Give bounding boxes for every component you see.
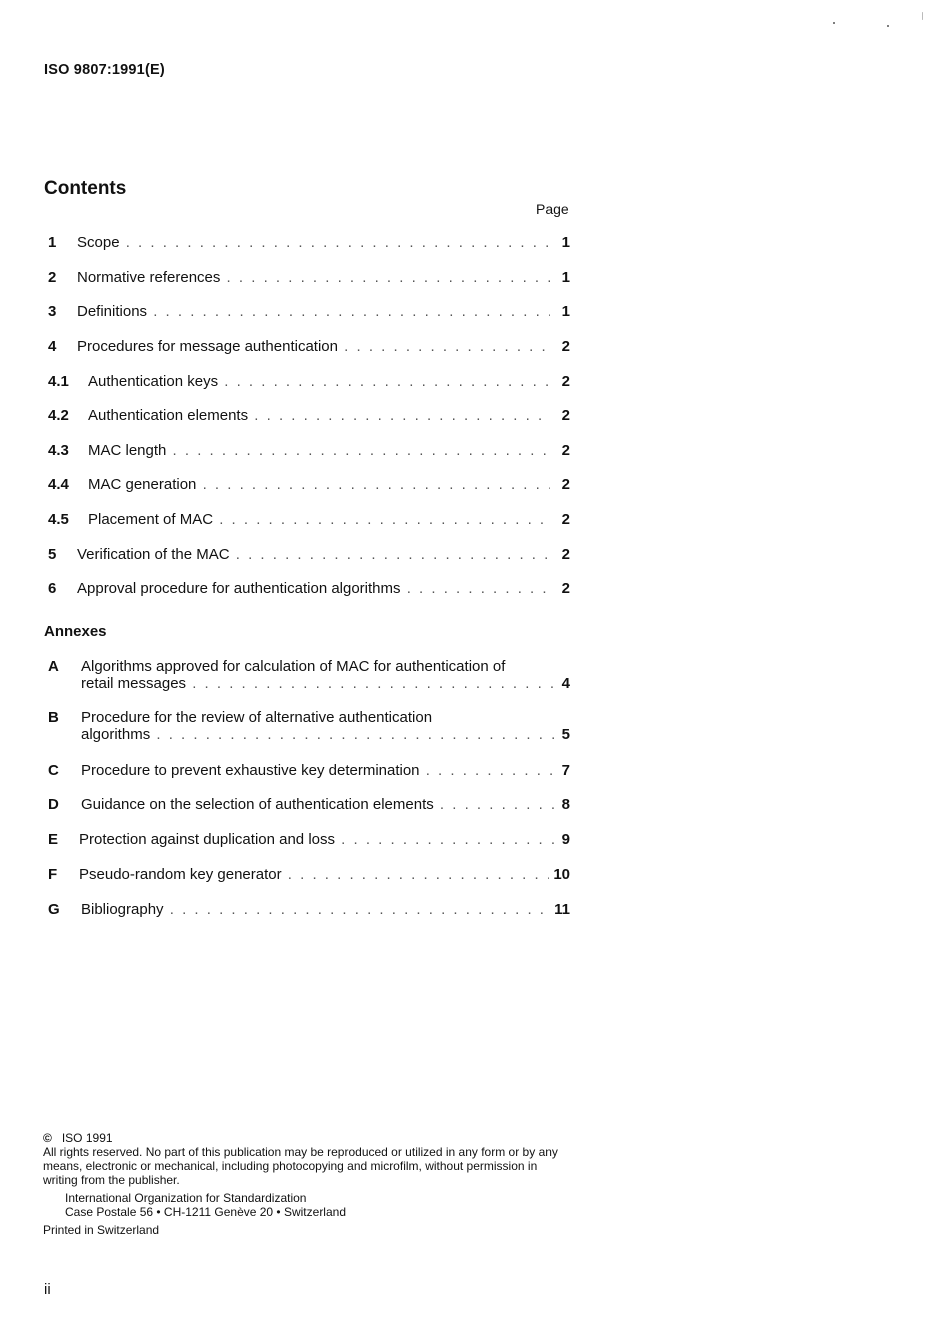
annex-title-line2: retail messages . . .: [81, 675, 558, 692]
annex-title-line1: Procedure for the review of alternative authentication: [81, 709, 433, 726]
annex-letter: C: [48, 762, 59, 779]
toc-item-number: 2: [48, 269, 57, 286]
toc-item-number: 4.3: [48, 442, 69, 459]
page-column-label: Page: [536, 201, 569, 217]
toc-item-procedures[interactable]: [44, 338, 570, 355]
annex-title: Procedure to prevent exhaustive key determination . . .: [81, 762, 558, 779]
toc-item-title: Scope . . .: [77, 234, 550, 251]
rights-statement: All rights reserved. No part of this publication may be reproduced or utilized in any form or by any means, electronic or mechanical, including photocopying and microfilm, without permission in writing from the publisher.: [43, 1145, 558, 1187]
toc-item-definitions[interactable]: [44, 303, 570, 320]
toc-item-authentication-keys[interactable]: [44, 373, 570, 390]
annex-page: 7: [561, 762, 570, 779]
toc-item-verification[interactable]: [44, 546, 570, 563]
document-id: ISO 9807:1991(E): [44, 62, 165, 78]
scan-speck: [922, 12, 923, 20]
annex-title: Guidance on the selection of authentication elements . . .: [81, 796, 558, 813]
annex-item-f[interactable]: [44, 866, 570, 883]
annex-item-b[interactable]: [44, 709, 570, 743]
page-number: ii: [44, 1281, 51, 1298]
toc-item-page: 1: [561, 269, 570, 286]
annex-page: 11: [554, 901, 570, 918]
toc-item-approval-procedure[interactable]: [44, 580, 570, 597]
annex-title: Bibliography . . .: [81, 901, 551, 918]
toc-item-authentication-elements[interactable]: [44, 407, 570, 424]
annex-item-c[interactable]: [44, 762, 570, 779]
annex-letter: F: [48, 866, 58, 883]
annex-page: 10: [553, 866, 570, 883]
contents-heading: Contents: [44, 178, 127, 199]
annexes-heading: Annexes: [44, 623, 107, 640]
copyright-year: ISO 1991: [61, 1131, 113, 1145]
toc-item-mac-length[interactable]: [44, 442, 570, 459]
toc-item-title: Authentication keys . . .: [88, 373, 550, 390]
annex-item-a[interactable]: [44, 658, 570, 692]
copyright-notice: [43, 1131, 573, 1145]
toc-item-page: 2: [561, 476, 570, 493]
toc-item-page: 2: [561, 580, 570, 597]
toc-item-page: 1: [561, 234, 570, 251]
annex-page: 9: [561, 831, 570, 848]
toc-item-number: 5: [48, 546, 57, 563]
toc-item-title: Procedures for message authentication . . .: [77, 338, 550, 355]
annex-letter: E: [48, 831, 59, 848]
organization-address: Case Postale 56 • CH-1211 Genève 20 • Switzerland: [65, 1205, 346, 1219]
toc-item-number: 4.1: [48, 373, 69, 390]
copyright-symbol: ©: [43, 1131, 52, 1145]
annex-item-g[interactable]: [44, 901, 570, 918]
toc-item-scope[interactable]: [44, 234, 570, 251]
toc-item-number: 3: [48, 303, 57, 320]
annex-title: Pseudo-random key generator . . .: [79, 866, 549, 883]
printed-in: Printed in Switzerland: [43, 1223, 160, 1237]
annex-title-line2: algorithms . . .: [81, 726, 558, 743]
toc-item-number: 1: [48, 234, 57, 251]
toc-item-page: 2: [561, 338, 570, 355]
toc-item-number: 4.5: [48, 511, 69, 528]
annex-title-line1: Algorithms approved for calculation of MAC for authentication of: [81, 658, 506, 675]
toc-item-page: 2: [561, 407, 570, 424]
toc-item-number: 6: [48, 580, 57, 597]
toc-item-number: 4.2: [48, 407, 69, 424]
toc-item-title: Definitions . . .: [77, 303, 550, 320]
organization-name: International Organization for Standardization: [65, 1191, 307, 1205]
toc-item-placement-of-mac[interactable]: [44, 511, 570, 528]
annex-item-d[interactable]: [44, 796, 570, 813]
toc-item-title: Verification of the MAC . . .: [77, 546, 550, 563]
toc-item-page: 2: [561, 546, 570, 563]
toc-item-normative-references[interactable]: [44, 269, 570, 286]
toc-item-title: MAC length . . .: [88, 442, 550, 459]
annex-title: Protection against duplication and loss . . .: [79, 831, 556, 848]
toc-item-page: 2: [561, 442, 570, 459]
toc-item-page: 2: [561, 511, 570, 528]
scan-speck: [887, 25, 889, 27]
toc-item-title: Placement of MAC . . .: [88, 511, 550, 528]
toc-item-mac-generation[interactable]: [44, 476, 570, 493]
copyright-block: [43, 1131, 573, 1237]
annex-letter: G: [48, 901, 60, 918]
toc-item-title: Normative references . . .: [77, 269, 550, 286]
annex-page: 4: [561, 675, 570, 692]
annex-letter: A: [48, 658, 59, 675]
annex-letter: B: [48, 709, 59, 726]
annex-page: 8: [561, 796, 570, 813]
annex-letter: D: [48, 796, 59, 813]
annex-page: 5: [561, 726, 570, 743]
toc-item-number: 4: [48, 338, 57, 355]
toc-item-title: Authentication elements . . .: [88, 407, 550, 424]
toc-item-title: MAC generation . . .: [88, 476, 550, 493]
toc-item-page: 1: [561, 303, 570, 320]
toc-item-number: 4.4: [48, 476, 69, 493]
scan-speck: [833, 22, 835, 24]
annex-item-e[interactable]: [44, 831, 570, 848]
toc-item-title: Approval procedure for authentication algorithms . . .: [77, 580, 550, 597]
toc-item-page: 2: [561, 373, 570, 390]
